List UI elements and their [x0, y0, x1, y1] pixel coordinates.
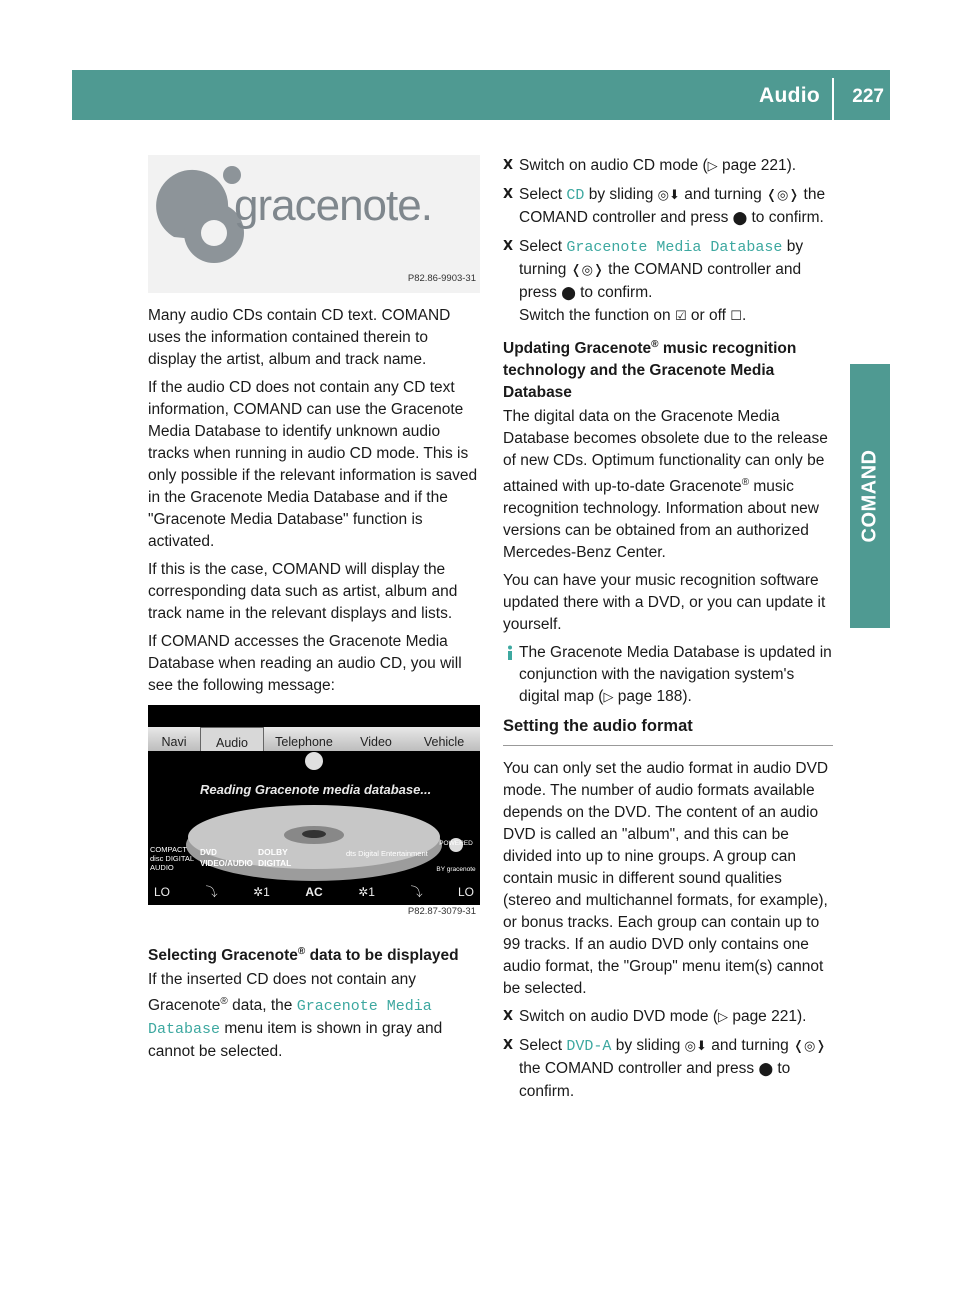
checkbox-off-icon: ☐ — [730, 309, 742, 324]
paragraph: The digital data on the Gracenote Media Database becomes obsolete due to the release of new CDs. Optimum functionality can only be attained with up-to-date Gracenote® music recognition technology. Information about new versions can be obtained from an authorized Mercedes-Benz Center. — [503, 408, 828, 562]
figure-code: P82.87-3079-31 — [407, 906, 476, 917]
step-item: X Select DVD-A by sliding ◎⬇ and turning ❬◎❭ the COMAND controller and press ⬤ to confirm. — [503, 1037, 827, 1101]
gracenote-powered-logo: POWERED BY gracenote — [436, 840, 476, 873]
dts-logo: dts Digital Entertainment — [346, 849, 428, 858]
paragraph: If the audio CD does not contain any CD text information, COMAND can use the Gracenote Media Database to identify unknown audio tracks when running in audio CD mode. This is only possible if the relevant information is saved in the Gracenote Media Database and if the "Gracenote Media Database" function is activated. — [148, 379, 478, 550]
step-marker-icon: X — [503, 1009, 514, 1025]
section-title: Audio — [759, 84, 820, 107]
step-item: X Switch on audio CD mode (▷ page 221). — [503, 155, 833, 178]
slide-controller-icon: ◎⬇ — [684, 1039, 707, 1055]
step-item: X Select Gracenote Media Database by turning ❬◎❭ the COMAND controller and press ⬤ to confirm. Switch the function on ☑ or off ☐. — [503, 238, 804, 324]
chapter-tab — [850, 364, 890, 628]
right-column — [503, 155, 833, 1109]
paragraph: If COMAND accesses the Gracenote Media Database when reading an audio CD, you will see the following message: — [148, 633, 462, 694]
checkbox-on-icon: ☑ — [674, 309, 687, 324]
slide-controller-icon: ◎⬇ — [657, 188, 680, 203]
seat-fan-left-icon: ⤵ — [205, 885, 218, 899]
press-controller-icon: ⬤ — [561, 286, 576, 301]
paragraph: Many audio CDs contain CD text. COMAND uses the information contained therein to display the artist, album and track name. — [148, 307, 451, 368]
tab-video: Video — [360, 735, 392, 749]
dolby-logo: DOLBY DIGITAL — [258, 847, 292, 868]
turn-controller-icon: ❬◎❭ — [766, 188, 800, 203]
step-marker-icon: X — [503, 239, 514, 254]
step-marker-icon: X — [503, 187, 514, 202]
press-controller-icon: ⬤ — [758, 1062, 774, 1078]
paragraph: If this is the case, COMAND will display the corresponding data such as artist, album and track name in the relevant displays and lists. — [148, 561, 458, 622]
press-controller-icon: ⬤ — [732, 211, 748, 226]
step-item: X Switch on audio DVD mode (▷ page 221). — [503, 1006, 833, 1029]
tab-telephone: Telephone — [275, 735, 333, 749]
ac-label: AC — [305, 885, 323, 899]
subheading: Selecting Gracenote® data to be displayed — [148, 946, 459, 965]
step-marker-icon: X — [503, 1038, 514, 1054]
header-divider — [832, 78, 834, 120]
turn-controller-icon: ❬◎❭ — [793, 1039, 827, 1055]
paragraph: You can have your music recognition software updated there with a DVD, or you can update it yourself. — [503, 572, 826, 634]
info-note: The Gracenote Media Database is updated in conjunction with the navigation system's digital map (▷ page 188). — [503, 642, 833, 709]
left-column — [148, 155, 480, 1069]
paragraph: You can only set the audio format in audio DVD mode. The number of audio formats available depends on the DVD. The content of an audio DVD is called an "album", and this can be divided into up to nine groups. A group can contain music in different sound qualities (stereo and multichannel formats, for example), or bonus tracks. Each group can contain up to 99 tracks. If an audio DVD only contains one audio format, the "Group" menu item(s) cannot be selected. — [503, 760, 829, 998]
fan-left-level: ✲1 — [253, 885, 270, 899]
page-header — [72, 70, 890, 120]
chapter-tab-label: COMAND — [858, 449, 881, 543]
info-icon — [503, 645, 516, 660]
temp-left-label: LO — [154, 885, 171, 899]
cd-disc-icon — [148, 705, 480, 905]
reading-message: Reading Gracenote media database... — [200, 782, 432, 797]
paragraph: If the inserted CD does not contain any Gracenote® data, the Gracenote Media Database menu item is shown in gray and cannot be selected. — [148, 971, 443, 1061]
step-marker-icon: X — [503, 158, 514, 173]
tab-navi: Navi — [161, 735, 187, 749]
section-heading: Setting the audio format — [503, 715, 833, 746]
gracenote-logo-figure — [148, 155, 480, 293]
temp-right-label: LO — [457, 885, 474, 899]
tab-audio: Audio — [200, 727, 264, 751]
step-item: X Select CD by sliding ◎⬇ and turning ❬◎❭ the COMAND controller and press ⬤ to confirm. — [503, 186, 826, 226]
comand-display-figure — [148, 705, 480, 923]
page-ref-arrow-icon: ▷ — [603, 690, 614, 706]
comand-screen — [148, 705, 480, 905]
dvd-logo: DVD VIDEO/AUDIO — [200, 848, 253, 868]
seat-fan-right-icon: ⤵ — [410, 885, 423, 899]
tab-vehicle: Vehicle — [423, 735, 465, 749]
page-ref-arrow-icon: ▷ — [707, 159, 718, 174]
gracenote-wordmark: gracenote. — [234, 181, 432, 230]
compact-disc-logo: COMPACT disc DIGITAL AUDIO — [150, 845, 194, 872]
page-ref-arrow-icon: ▷ — [718, 1010, 729, 1026]
fan-right-level: ✲1 — [358, 885, 375, 899]
subheading: Updating Gracenote® music recognition technology and the Gracenote Media Database — [503, 339, 797, 402]
page-number: 227 — [852, 86, 884, 107]
turn-controller-icon: ❬◎❭ — [570, 263, 604, 278]
figure-code: P82.86-9903-31 — [407, 273, 476, 284]
